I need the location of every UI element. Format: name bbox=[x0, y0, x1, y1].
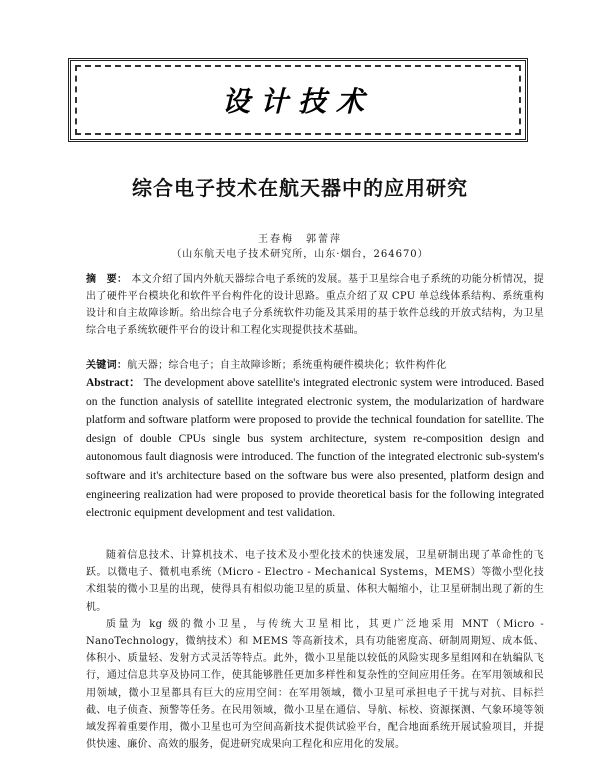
section-heading: 设计技术 bbox=[221, 85, 374, 118]
body-paragraph: 随着信息技术、计算机技术、电子技术及小型化技术的快速发展，卫星研制出现了革命性的飞跃。以微电子、微机电系统（Micro - Electro - Mechanical Systems，MEMS）等微小型化技术组装的微小卫星的出现，使得具有相似功能卫星的质量、体积大幅缩小，让卫星研制出现了新的生机。 bbox=[86, 550, 544, 613]
abstract-cn-text: 本文介绍了国内外航天器综合电子系统的发展。基于卫星综合电子系统的功能分析情况，提出了硬件平台模块化和软件平台构件化的设计思路。重点介绍了双 CPU 单总线体系结构、系统重构设计和自主故障诊断。给出综合电子分系统软件功能及其采用的基于软件总线的开放式结构，为卫星综合电子系统软硬件平台的设计和工程化实现提供技术基础。 bbox=[86, 274, 545, 336]
affiliation: （山东航天电子技术研究所，山东·烟台，264670） bbox=[171, 249, 429, 260]
body-paragraph: 质量为 kg 级的微小卫星，与传统大卫星相比，其更广泛地采用 MNT（Micro - NanoTechnology，微纳技术）和 MEMS 等高新技术，具有功能密度高、研制周期短、成本低、体积小、质量轻、发射方式灵活等特点。此外，微小卫星能以较低的风险实现多星组网和在轨编队飞行，通过信息共享及协同工作，使其能够胜任更加多样性和复杂性的空间应用任务。在军用领域和民用领域，微小卫星都具有巨大的应用空间：在军用领域，微小卫星可承担电子干扰与对抗、目标拦截、电子侦查、预警等任务。在民用领域，微小卫星在通信、导航、标校、资源探测、气象环境等领域发挥着重要作用，微小卫星也可为空间高新技术提供试验平台，配合地面系统开展试验项目，并提供快速、廉价、高效的服务，促进研究成果向工程化和应用化的发展。 bbox=[86, 618, 544, 751]
keywords bbox=[86, 357, 544, 374]
abstract-en bbox=[86, 374, 544, 523]
abstract-cn bbox=[86, 271, 544, 339]
section-banner bbox=[68, 58, 528, 142]
authors: 王春梅 郭蕾萍 bbox=[258, 234, 342, 245]
keywords-text: 航天器；综合电子；自主故障诊断；系统重构硬件模块化；软件构件化 bbox=[127, 360, 447, 371]
body-text bbox=[86, 547, 544, 753]
abstract-cn-label: 摘 要： bbox=[86, 274, 128, 285]
abstract-en-text: The development above satellite's integrated electronic system were introduced. Based on the function analysis of satellite integrated electronic system, the modularization of hardware platform and software platform were proposed to provide the technical foundation for satellite. The design of double CPUs single bus system architecture, system re-composition design and autonomous fault diagnosis were introduced. The function of the integrated electronic sub-system's software and it's architecture based on the software bus were also presented, platform design and engineering realization had were proposed to provide theoretical basis for the following integrated electronic equipment development and test validation. bbox=[86, 377, 544, 520]
keywords-label: 关键词： bbox=[86, 360, 128, 371]
paper-title: 综合电子技术在航天器中的应用研究 bbox=[132, 176, 468, 200]
abstract-en-label: Abstract： bbox=[86, 377, 141, 389]
